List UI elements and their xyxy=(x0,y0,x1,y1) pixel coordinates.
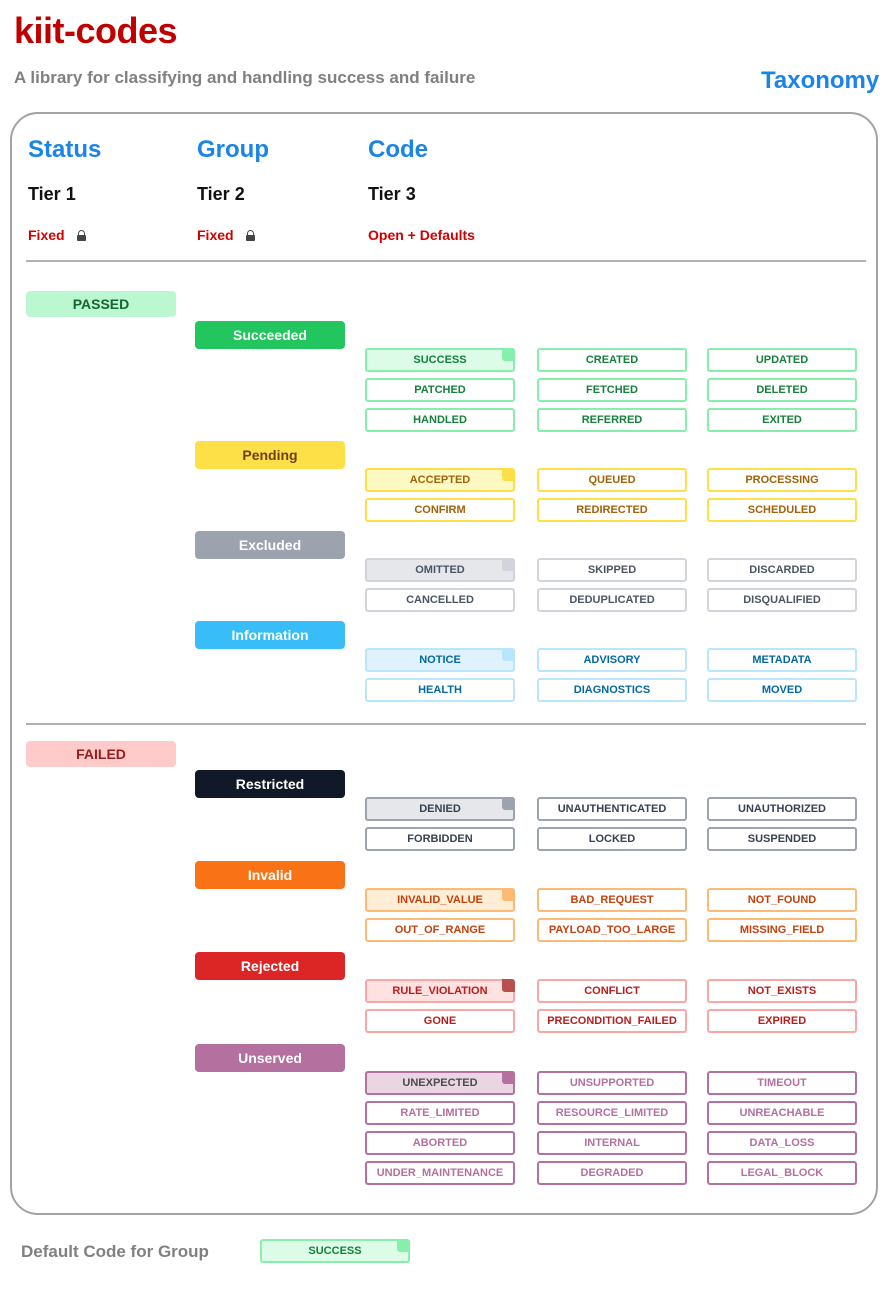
default-marker-icon xyxy=(502,648,515,661)
code-label: QUEUED xyxy=(588,474,636,486)
code-badge xyxy=(537,588,687,612)
code-badge xyxy=(707,1009,857,1033)
code-label: MOVED xyxy=(761,684,803,696)
code-badge xyxy=(707,648,857,672)
code-badge xyxy=(365,348,515,372)
default-marker-icon xyxy=(502,888,515,901)
code-label: PATCHED xyxy=(414,384,466,396)
code-label: OMITTED xyxy=(415,564,465,576)
code-badge xyxy=(537,1161,687,1185)
code-badge xyxy=(707,797,857,821)
code-label: GONE xyxy=(423,1015,457,1027)
code-badge xyxy=(707,918,857,942)
default-marker-icon xyxy=(502,797,515,810)
code-label: CREATED xyxy=(585,354,639,366)
code-badge xyxy=(537,888,687,912)
code-badge xyxy=(707,498,857,522)
code-label: DATA_LOSS xyxy=(749,1137,815,1149)
code-label: CANCELLED xyxy=(406,594,474,606)
code-label: SCHEDULED xyxy=(747,504,817,516)
code-label: FORBIDDEN xyxy=(407,833,473,845)
code-badge xyxy=(537,827,687,851)
code-label: UNEXPECTED xyxy=(402,1077,478,1089)
code-badge xyxy=(365,797,515,821)
code-badge xyxy=(537,1009,687,1033)
code-label: REDIRECTED xyxy=(576,504,648,516)
code-badge xyxy=(537,558,687,582)
group-rejected: Rejected xyxy=(195,952,345,980)
group-pending: Pending xyxy=(195,441,345,469)
code-label: CONFLICT xyxy=(584,985,640,997)
code-badge xyxy=(365,888,515,912)
code-badge xyxy=(365,648,515,672)
code-label: MISSING_FIELD xyxy=(739,924,825,936)
code-label: UNDER_MAINTENANCE xyxy=(376,1167,504,1179)
page-subtitle: A library for classifying and handling success and failure xyxy=(14,68,476,87)
column-heading-status: Status xyxy=(28,136,102,163)
code-badge xyxy=(365,1071,515,1095)
code-label: OUT_OF_RANGE xyxy=(394,924,486,936)
code-badge xyxy=(707,1101,857,1125)
code-label: LOCKED xyxy=(588,833,636,845)
legend-default-code xyxy=(260,1239,410,1263)
default-marker-icon xyxy=(502,558,515,571)
code-badge xyxy=(365,1009,515,1033)
code-label: INVALID_VALUE xyxy=(397,894,483,906)
code-label: PRECONDITION_FAILED xyxy=(547,1015,677,1027)
code-label: ACCEPTED xyxy=(409,474,471,486)
code-label: HEALTH xyxy=(418,684,462,696)
code-label: INTERNAL xyxy=(584,1137,640,1149)
code-label: EXPIRED xyxy=(757,1015,807,1027)
code-badge xyxy=(707,1131,857,1155)
code-label: UNAUTHENTICATED xyxy=(557,803,667,815)
code-label: ADVISORY xyxy=(583,654,641,666)
code-label: DELETED xyxy=(756,384,808,396)
code-badge xyxy=(707,588,857,612)
code-badge xyxy=(707,1071,857,1095)
code-badge xyxy=(537,1101,687,1125)
code-label: HANDLED xyxy=(413,414,467,426)
taxonomy-label: Taxonomy xyxy=(761,67,880,94)
column-heading-code: Code xyxy=(368,136,428,163)
code-label: SUSPENDED xyxy=(747,833,817,845)
section-divider xyxy=(26,723,866,725)
code-label: RULE_VIOLATION xyxy=(392,985,488,997)
code-badge xyxy=(707,558,857,582)
code-badge xyxy=(537,1131,687,1155)
code-badge xyxy=(365,558,515,582)
legend-code-label: SUCCESS xyxy=(308,1245,362,1257)
group-information: Information xyxy=(195,621,345,649)
code-badge xyxy=(707,979,857,1003)
status-rule-label: Fixed xyxy=(28,227,65,243)
code-label: EXITED xyxy=(762,414,802,426)
code-label: RATE_LIMITED xyxy=(400,1107,480,1119)
code-badge xyxy=(537,468,687,492)
code-label: SKIPPED xyxy=(587,564,637,576)
code-badge xyxy=(537,918,687,942)
code-label: METADATA xyxy=(752,654,812,666)
code-badge xyxy=(707,378,857,402)
code-badge xyxy=(365,498,515,522)
code-label: UNREACHABLE xyxy=(739,1107,825,1119)
legend-label: Default Code for Group xyxy=(21,1242,209,1261)
code-badge xyxy=(365,588,515,612)
code-badge xyxy=(537,979,687,1003)
code-badge xyxy=(365,827,515,851)
code-badge xyxy=(537,1071,687,1095)
code-badge xyxy=(707,468,857,492)
tier-code: Tier 3 xyxy=(368,184,416,204)
group-excluded: Excluded xyxy=(195,531,345,559)
code-badge xyxy=(537,648,687,672)
default-marker-icon xyxy=(502,468,515,481)
group-succeeded: Succeeded xyxy=(195,321,345,349)
code-badge xyxy=(707,348,857,372)
code-badge xyxy=(537,408,687,432)
default-marker-icon xyxy=(397,1239,410,1252)
code-label: FETCHED xyxy=(586,384,638,396)
group-rule-label: Fixed xyxy=(197,227,234,243)
code-badge xyxy=(537,348,687,372)
code-label: RESOURCE_LIMITED xyxy=(555,1107,669,1119)
code-label: NOT_EXISTS xyxy=(747,985,817,997)
code-badge xyxy=(365,979,515,1003)
code-label: DIAGNOSTICS xyxy=(573,684,651,696)
code-badge xyxy=(365,1161,515,1185)
code-badge xyxy=(707,1161,857,1185)
code-label: PAYLOAD_TOO_LARGE xyxy=(548,924,676,936)
code-label: NOT_FOUND xyxy=(747,894,817,906)
group-restricted: Restricted xyxy=(195,770,345,798)
page-title: kiit-codes xyxy=(14,10,178,51)
code-rule-label: Open + Defaults xyxy=(368,227,475,243)
code-badge xyxy=(537,797,687,821)
lock-icon xyxy=(246,230,255,241)
default-marker-icon xyxy=(502,979,515,992)
code-label: UNSUPPORTED xyxy=(569,1077,655,1089)
code-label: DEDUPLICATED xyxy=(569,594,655,606)
code-badge xyxy=(365,468,515,492)
code-label: NOTICE xyxy=(419,654,461,666)
code-rule xyxy=(368,227,475,243)
code-badge xyxy=(707,888,857,912)
lock-icon xyxy=(77,230,86,241)
code-label: DISQUALIFIED xyxy=(743,594,821,606)
code-label: ABORTED xyxy=(412,1137,468,1149)
column-heading-group: Group xyxy=(197,136,269,163)
status-failed: FAILED xyxy=(26,741,176,767)
tier-status: Tier 1 xyxy=(28,184,76,204)
code-badge xyxy=(537,498,687,522)
code-badge xyxy=(365,918,515,942)
code-badge xyxy=(365,378,515,402)
group-invalid: Invalid xyxy=(195,861,345,889)
code-label: REFERRED xyxy=(581,414,643,426)
code-badge xyxy=(707,827,857,851)
code-badge xyxy=(707,678,857,702)
code-label: LEGAL_BLOCK xyxy=(740,1167,824,1179)
status-passed: PASSED xyxy=(26,291,176,317)
status-rule xyxy=(28,227,86,243)
default-marker-icon xyxy=(502,1071,515,1084)
code-badge xyxy=(365,408,515,432)
group-rule xyxy=(197,227,255,243)
code-badge xyxy=(707,408,857,432)
default-marker-icon xyxy=(502,348,515,361)
code-label: SUCCESS xyxy=(413,354,467,366)
code-badge xyxy=(537,678,687,702)
code-badge xyxy=(365,678,515,702)
code-label: CONFIRM xyxy=(414,504,466,516)
code-badge xyxy=(537,378,687,402)
code-label: DEGRADED xyxy=(580,1167,644,1179)
code-badge xyxy=(365,1101,515,1125)
code-label: DENIED xyxy=(419,803,461,815)
code-badge xyxy=(365,1131,515,1155)
code-label: DISCARDED xyxy=(749,564,815,576)
code-label: TIMEOUT xyxy=(757,1077,807,1089)
tier-group: Tier 2 xyxy=(197,184,245,204)
code-label: UNAUTHORIZED xyxy=(738,803,826,815)
group-unserved: Unserved xyxy=(195,1044,345,1072)
header-divider xyxy=(26,260,866,262)
code-label: PROCESSING xyxy=(745,474,819,486)
code-label: BAD_REQUEST xyxy=(570,894,654,906)
code-label: UPDATED xyxy=(755,354,809,366)
